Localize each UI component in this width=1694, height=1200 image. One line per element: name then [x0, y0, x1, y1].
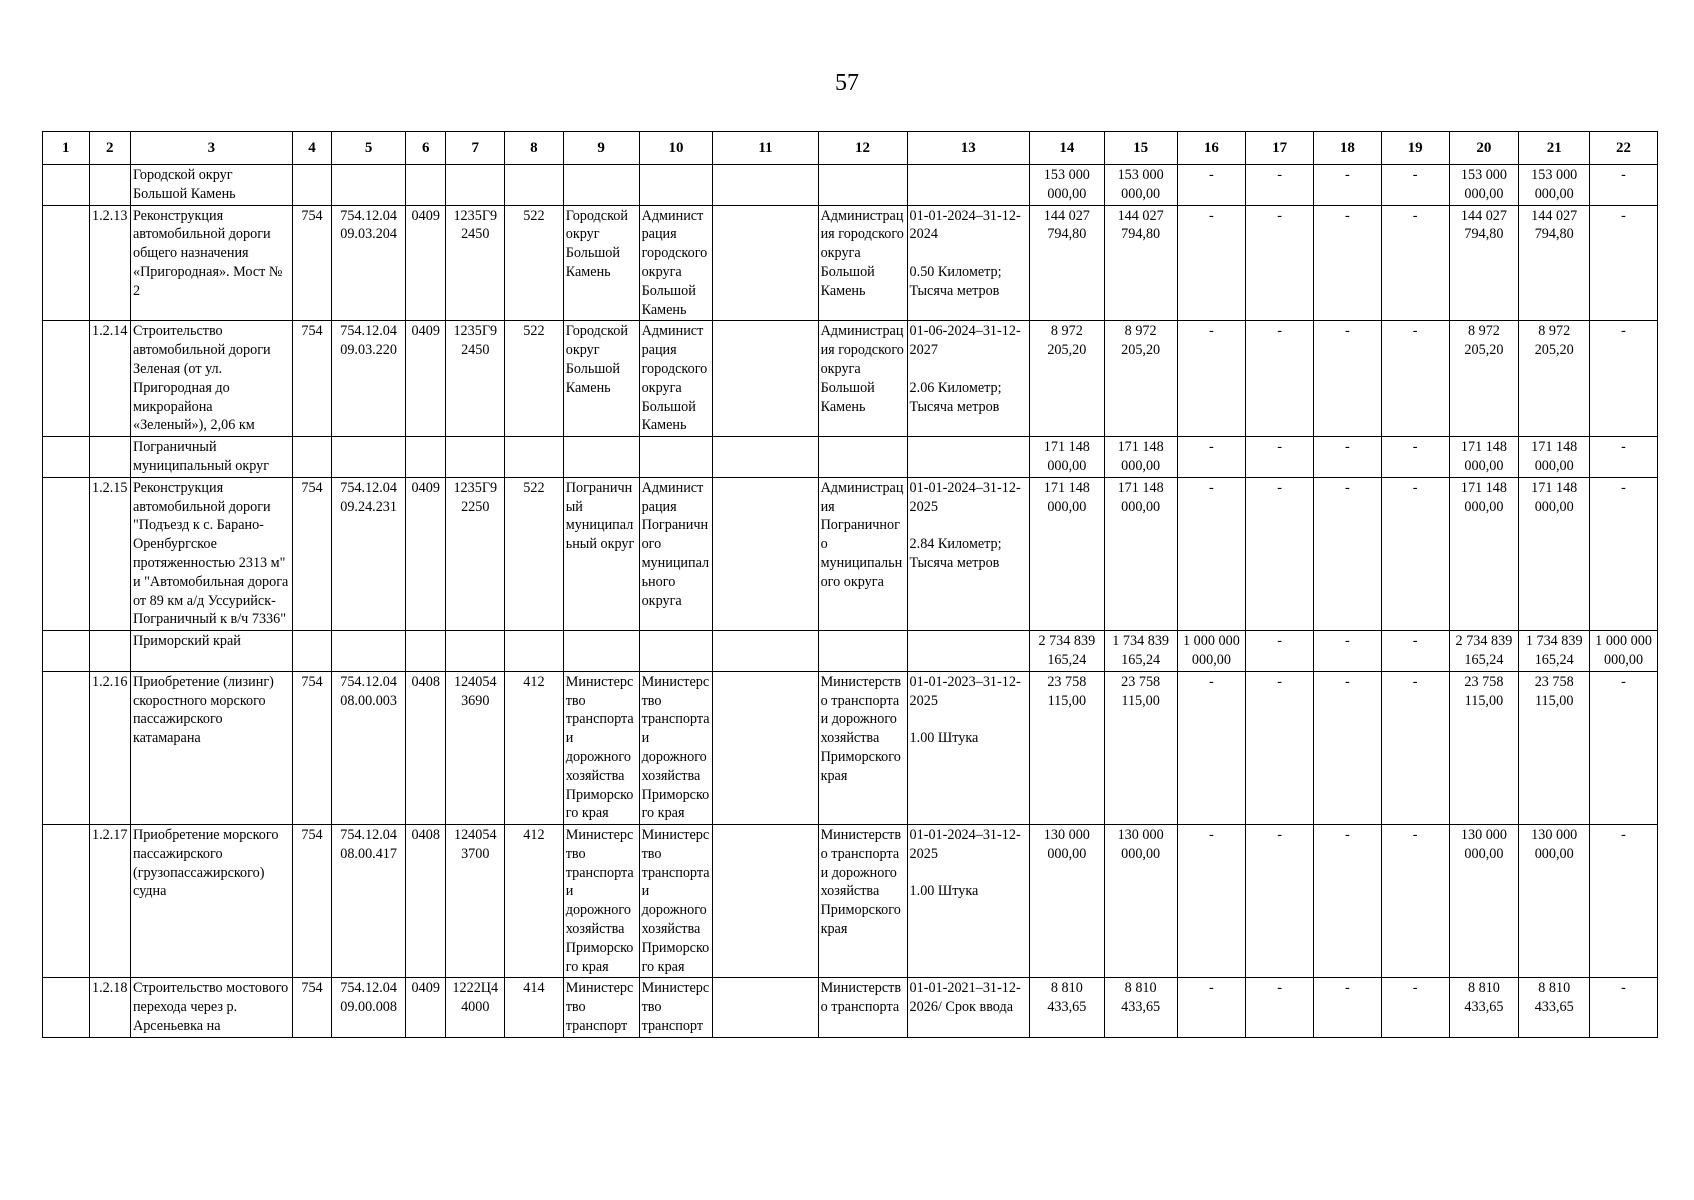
table-cell-col-21: 153 000 000,00	[1519, 165, 1590, 206]
table-cell-col-17: -	[1246, 631, 1314, 672]
table-cell-col-12: Министерство транспорта и дорожного хозяйства Приморского края	[818, 671, 907, 824]
table-cell-col-12	[818, 165, 907, 206]
table-row	[43, 205, 1658, 321]
table-cell-col-9	[563, 165, 639, 206]
table-cell-col-19: -	[1381, 671, 1449, 824]
table-cell-col-15: 1 734 839 165,24	[1104, 631, 1177, 672]
table-cell-col-7: 1235Г9 2450	[446, 321, 505, 437]
table-cell-col-6: 0409	[406, 205, 446, 321]
table-cell-col-10	[639, 165, 713, 206]
table-cell-col-12: Администрация городского округа Большой Камень	[818, 205, 907, 321]
column-header-2: 2	[89, 132, 130, 165]
table-cell-col-16: -	[1177, 205, 1246, 321]
table-cell-col-12: Администрация городского округа Большой Камень	[818, 321, 907, 437]
table-cell-col-11	[713, 437, 818, 478]
table-cell-col-15: 8 810 433,65	[1104, 978, 1177, 1037]
table-row	[43, 978, 1658, 1037]
table-cell-col-9: Министерство транспорт	[563, 978, 639, 1037]
table-cell-col-10	[639, 631, 713, 672]
column-header-15: 15	[1104, 132, 1177, 165]
table-cell-col-21: 144 027 794,80	[1519, 205, 1590, 321]
column-header-4: 4	[292, 132, 331, 165]
table-row	[43, 477, 1658, 630]
table-cell-col-1	[43, 631, 90, 672]
table-cell-col-20: 8 972 205,20	[1449, 321, 1519, 437]
table-cell-col-12: Администрация Пограничного муниципального округа	[818, 477, 907, 630]
table-cell-col-15: 23 758 115,00	[1104, 671, 1177, 824]
table-cell-col-13: 01-06-2024–31-12-2027 2.06 Километр; Тысяча метров	[907, 321, 1029, 437]
table-cell-col-20: 23 758 115,00	[1449, 671, 1519, 824]
column-header-8: 8	[505, 132, 564, 165]
table-cell-col-10: Администрация городского округа Большой Камень	[639, 205, 713, 321]
table-cell-col-17: -	[1246, 978, 1314, 1037]
table-cell-col-17: -	[1246, 477, 1314, 630]
table-cell-col-13: 01-01-2024–31-12-2025 2.84 Километр; Тысяча метров	[907, 477, 1029, 630]
column-header-19: 19	[1381, 132, 1449, 165]
table-cell-col-11	[713, 205, 818, 321]
table-cell-col-4: 754	[292, 477, 331, 630]
table-cell-col-13: 01-01-2023–31-12-2025 1.00 Штука	[907, 671, 1029, 824]
table-cell-col-21: 171 148 000,00	[1519, 477, 1590, 630]
table-cell-col-8	[505, 165, 564, 206]
table-row	[43, 165, 1658, 206]
table-cell-col-7	[446, 631, 505, 672]
table-cell-col-7: 1235Г9 2250	[446, 477, 505, 630]
table-cell-col-6: 0409	[406, 477, 446, 630]
table-cell-col-14: 2 734 839 165,24	[1029, 631, 1104, 672]
column-header-5: 5	[332, 132, 406, 165]
column-header-12: 12	[818, 132, 907, 165]
table-cell-col-18: -	[1314, 437, 1382, 478]
column-header-1: 1	[43, 132, 90, 165]
table-cell-col-16: -	[1177, 477, 1246, 630]
table-cell-col-12: Министерство транспорта	[818, 978, 907, 1037]
table-cell-col-3: Приморский край	[130, 631, 292, 672]
table-cell-col-18: -	[1314, 205, 1382, 321]
table-cell-col-19: -	[1381, 631, 1449, 672]
table-cell-col-2: 1.2.14	[89, 321, 130, 437]
table-row	[43, 437, 1658, 478]
table-cell-col-9: Пограничный муниципальный округ	[563, 477, 639, 630]
table-cell-col-21: 8 972 205,20	[1519, 321, 1590, 437]
table-cell-col-17: -	[1246, 165, 1314, 206]
table-cell-col-7	[446, 165, 505, 206]
table-cell-col-8: 522	[505, 321, 564, 437]
table-cell-col-18: -	[1314, 165, 1382, 206]
table-cell-col-5: 754.12.04 09.24.231	[332, 477, 406, 630]
table-cell-col-4: 754	[292, 205, 331, 321]
table-cell-col-2: 1.2.18	[89, 978, 130, 1037]
table-cell-col-16: -	[1177, 978, 1246, 1037]
table-cell-col-9: Министерство транспорта и дорожного хозяйства Приморского края	[563, 825, 639, 978]
table-cell-col-13	[907, 165, 1029, 206]
table-cell-col-3: Приобретение (лизинг) скоростного морского пассажирского катамарана	[130, 671, 292, 824]
column-header-22: 22	[1590, 132, 1658, 165]
table-cell-col-20: 130 000 000,00	[1449, 825, 1519, 978]
table-cell-col-9: Министерство транспорта и дорожного хозяйства Приморского края	[563, 671, 639, 824]
table-cell-col-1	[43, 978, 90, 1037]
table-cell-col-21: 1 734 839 165,24	[1519, 631, 1590, 672]
table-cell-col-5	[332, 631, 406, 672]
table-cell-col-22: -	[1590, 477, 1658, 630]
column-header-20: 20	[1449, 132, 1519, 165]
table-cell-col-22: -	[1590, 671, 1658, 824]
table-cell-col-21: 8 810 433,65	[1519, 978, 1590, 1037]
table-cell-col-14: 144 027 794,80	[1029, 205, 1104, 321]
table-cell-col-9: Городской округ Большой Камень	[563, 205, 639, 321]
table-cell-col-7: 1222Ц4 4000	[446, 978, 505, 1037]
table-cell-col-4: 754	[292, 978, 331, 1037]
table-cell-col-18: -	[1314, 631, 1382, 672]
table-cell-col-19: -	[1381, 477, 1449, 630]
table-cell-col-9	[563, 437, 639, 478]
table-cell-col-18: -	[1314, 321, 1382, 437]
table-cell-col-4	[292, 437, 331, 478]
table-cell-col-8: 522	[505, 477, 564, 630]
table-cell-col-5: 754.12.04 08.00.417	[332, 825, 406, 978]
table-cell-col-2: 1.2.16	[89, 671, 130, 824]
table-cell-col-20: 171 148 000,00	[1449, 437, 1519, 478]
table-cell-col-13: 01-01-2024–31-12-2024 0.50 Километр; Тысяча метров	[907, 205, 1029, 321]
table-cell-col-5: 754.12.04 09.00.008	[332, 978, 406, 1037]
table-cell-col-11	[713, 165, 818, 206]
table-cell-col-16: -	[1177, 165, 1246, 206]
table-cell-col-14: 8 810 433,65	[1029, 978, 1104, 1037]
table-cell-col-11	[713, 321, 818, 437]
table-cell-col-6: 0409	[406, 978, 446, 1037]
table-cell-col-11	[713, 631, 818, 672]
table-cell-col-6	[406, 437, 446, 478]
table-cell-col-9	[563, 631, 639, 672]
table-cell-col-15: 130 000 000,00	[1104, 825, 1177, 978]
table-cell-col-4	[292, 631, 331, 672]
table-cell-col-18: -	[1314, 671, 1382, 824]
table-cell-col-22: -	[1590, 437, 1658, 478]
table-cell-col-11	[713, 978, 818, 1037]
table-cell-col-22: -	[1590, 165, 1658, 206]
table-header-row	[43, 132, 1658, 165]
table-cell-col-9: Городской округ Большой Камень	[563, 321, 639, 437]
table-cell-col-16: -	[1177, 437, 1246, 478]
page-number: 57	[835, 70, 859, 96]
table-cell-col-17: -	[1246, 321, 1314, 437]
table-cell-col-6: 0409	[406, 321, 446, 437]
table-cell-col-2: 1.2.13	[89, 205, 130, 321]
table-cell-col-22: 1 000 000 000,00	[1590, 631, 1658, 672]
table-cell-col-14: 8 972 205,20	[1029, 321, 1104, 437]
table-cell-col-11	[713, 825, 818, 978]
table-cell-col-17: -	[1246, 437, 1314, 478]
table-cell-col-4: 754	[292, 825, 331, 978]
table-cell-col-8: 414	[505, 978, 564, 1037]
table-cell-col-18: -	[1314, 825, 1382, 978]
table-cell-col-21: 171 148 000,00	[1519, 437, 1590, 478]
table-cell-col-3: Городской округ Большой Камень	[130, 165, 292, 206]
table-cell-col-2: 1.2.17	[89, 825, 130, 978]
column-header-18: 18	[1314, 132, 1382, 165]
table-cell-col-17: -	[1246, 825, 1314, 978]
table-row	[43, 671, 1658, 824]
table-cell-col-3: Строительство автомобильной дороги Зеленая (от ул. Пригородная до микрорайона «Зеленый»), 2,06 км	[130, 321, 292, 437]
table-cell-col-19: -	[1381, 321, 1449, 437]
table-cell-col-15: 171 148 000,00	[1104, 477, 1177, 630]
table-row	[43, 825, 1658, 978]
table-cell-col-1	[43, 321, 90, 437]
table-cell-col-7: 124054 3690	[446, 671, 505, 824]
column-header-13: 13	[907, 132, 1029, 165]
table-cell-col-8: 412	[505, 825, 564, 978]
table-cell-col-5: 754.12.04 08.00.003	[332, 671, 406, 824]
table-cell-col-17: -	[1246, 205, 1314, 321]
table-cell-col-12	[818, 631, 907, 672]
table-cell-col-3: Приобретение морского пассажирского (грузопассажирского) судна	[130, 825, 292, 978]
column-header-17: 17	[1246, 132, 1314, 165]
table-cell-col-19: -	[1381, 205, 1449, 321]
table-cell-col-8: 522	[505, 205, 564, 321]
table-cell-col-2: 1.2.15	[89, 477, 130, 630]
table-cell-col-15: 144 027 794,80	[1104, 205, 1177, 321]
table-cell-col-7: 124054 3700	[446, 825, 505, 978]
column-header-3: 3	[130, 132, 292, 165]
table-cell-col-1	[43, 671, 90, 824]
table-cell-col-17: -	[1246, 671, 1314, 824]
table-cell-col-1	[43, 165, 90, 206]
table-cell-col-3: Пограничный муниципальный округ	[130, 437, 292, 478]
table-cell-col-13	[907, 437, 1029, 478]
table-cell-col-10: Министерство транспорт	[639, 978, 713, 1037]
table-cell-col-16: 1 000 000 000,00	[1177, 631, 1246, 672]
table-cell-col-19: -	[1381, 437, 1449, 478]
column-header-7: 7	[446, 132, 505, 165]
table-cell-col-14: 130 000 000,00	[1029, 825, 1104, 978]
table-cell-col-20: 144 027 794,80	[1449, 205, 1519, 321]
table-cell-col-4: 754	[292, 321, 331, 437]
table-cell-col-2	[89, 631, 130, 672]
table-cell-col-21: 23 758 115,00	[1519, 671, 1590, 824]
table-cell-col-14: 23 758 115,00	[1029, 671, 1104, 824]
table-cell-col-7: 1235Г9 2450	[446, 205, 505, 321]
table-cell-col-13: 01-01-2021–31-12-2026/ Срок ввода	[907, 978, 1029, 1037]
table-cell-col-6	[406, 165, 446, 206]
table-cell-col-15: 153 000 000,00	[1104, 165, 1177, 206]
column-header-6: 6	[406, 132, 446, 165]
table-cell-col-19: -	[1381, 978, 1449, 1037]
table-cell-col-22: -	[1590, 825, 1658, 978]
table-cell-col-12	[818, 437, 907, 478]
table-cell-col-15: 171 148 000,00	[1104, 437, 1177, 478]
table-cell-col-21: 130 000 000,00	[1519, 825, 1590, 978]
table-cell-col-10: Министерство транспорта и дорожного хозяйства Приморского края	[639, 671, 713, 824]
table-cell-col-1	[43, 437, 90, 478]
table-cell-col-20: 153 000 000,00	[1449, 165, 1519, 206]
table-cell-col-19: -	[1381, 165, 1449, 206]
table-cell-col-4	[292, 165, 331, 206]
table-cell-col-22: -	[1590, 978, 1658, 1037]
table-cell-col-18: -	[1314, 477, 1382, 630]
table-cell-col-16: -	[1177, 825, 1246, 978]
data-table	[42, 131, 1658, 1038]
table-cell-col-10	[639, 437, 713, 478]
table-cell-col-5: 754.12.04 09.03.220	[332, 321, 406, 437]
table-cell-col-4: 754	[292, 671, 331, 824]
table-cell-col-3: Реконструкция автомобильной дороги общего назначения «Пригородная». Мост № 2	[130, 205, 292, 321]
table-cell-col-10: Администрация Пограничного муниципального округа	[639, 477, 713, 630]
table-cell-col-2	[89, 165, 130, 206]
column-header-16: 16	[1177, 132, 1246, 165]
table-cell-col-14: 171 148 000,00	[1029, 437, 1104, 478]
table-cell-col-11	[713, 477, 818, 630]
column-header-10: 10	[639, 132, 713, 165]
table-cell-col-15: 8 972 205,20	[1104, 321, 1177, 437]
table-cell-col-5	[332, 437, 406, 478]
table-cell-col-20: 2 734 839 165,24	[1449, 631, 1519, 672]
table-cell-col-11	[713, 671, 818, 824]
table-cell-col-12: Министерство транспорта и дорожного хозяйства Приморского края	[818, 825, 907, 978]
table-cell-col-10: Администрация городского округа Большой Камень	[639, 321, 713, 437]
table-cell-col-22: -	[1590, 321, 1658, 437]
table-cell-col-2	[89, 437, 130, 478]
table-cell-col-20: 171 148 000,00	[1449, 477, 1519, 630]
table-cell-col-20: 8 810 433,65	[1449, 978, 1519, 1037]
table-cell-col-18: -	[1314, 978, 1382, 1037]
table-cell-col-7	[446, 437, 505, 478]
table-cell-col-6: 0408	[406, 671, 446, 824]
table-cell-col-5: 754.12.04 09.03.204	[332, 205, 406, 321]
table-row	[43, 321, 1658, 437]
table-cell-col-1	[43, 825, 90, 978]
table-cell-col-8	[505, 631, 564, 672]
table-cell-col-16: -	[1177, 321, 1246, 437]
column-header-14: 14	[1029, 132, 1104, 165]
table-cell-col-1	[43, 477, 90, 630]
column-header-21: 21	[1519, 132, 1590, 165]
table-cell-col-1	[43, 205, 90, 321]
table-cell-col-10: Министерство транспорта и дорожного хозяйства Приморского края	[639, 825, 713, 978]
table-cell-col-16: -	[1177, 671, 1246, 824]
table-cell-col-8	[505, 437, 564, 478]
table-cell-col-5	[332, 165, 406, 206]
table-cell-col-3: Реконструкция автомобильной дороги "Подъезд к с. Барано-Оренбургское протяженностью 2313 м" и "Автомобильная дорога от 89 км а/д Уссурийск-Пограничный к в/ч 7336"	[130, 477, 292, 630]
table-cell-col-13: 01-01-2024–31-12-2025 1.00 Штука	[907, 825, 1029, 978]
table-cell-col-19: -	[1381, 825, 1449, 978]
table-cell-col-14: 153 000 000,00	[1029, 165, 1104, 206]
table-cell-col-13	[907, 631, 1029, 672]
table-cell-col-6	[406, 631, 446, 672]
table-cell-col-8: 412	[505, 671, 564, 824]
column-header-9: 9	[563, 132, 639, 165]
table-cell-col-14: 171 148 000,00	[1029, 477, 1104, 630]
table-cell-col-3: Строительство мостового перехода через р. Арсеньевка на	[130, 978, 292, 1037]
table-cell-col-6: 0408	[406, 825, 446, 978]
column-header-11: 11	[713, 132, 818, 165]
table-cell-col-22: -	[1590, 205, 1658, 321]
table-row	[43, 631, 1658, 672]
